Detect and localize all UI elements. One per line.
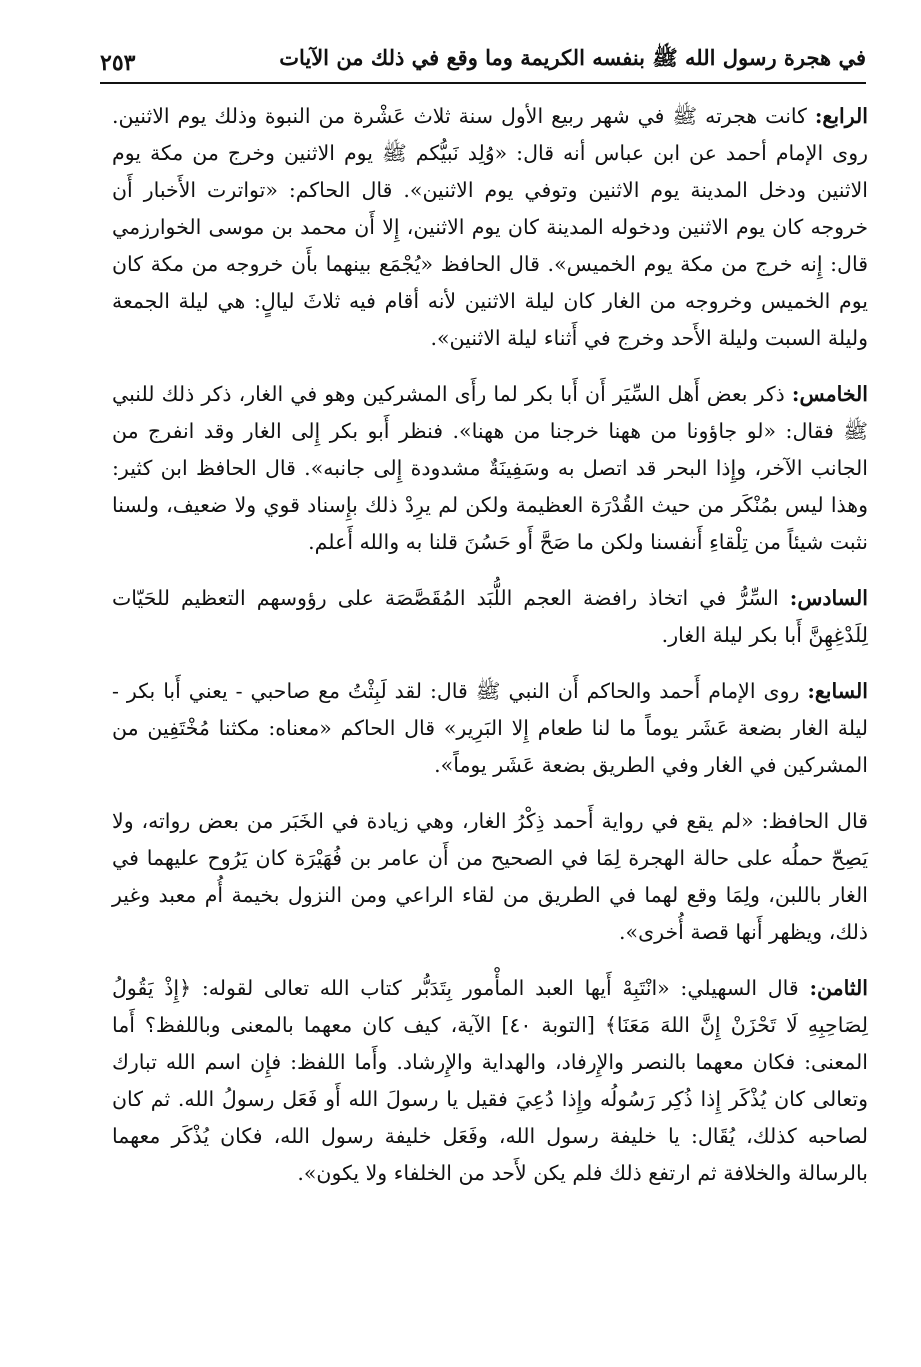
running-header [100,40,866,84]
paragraph-label: الرابع: [814,104,868,128]
paragraph-text: روى الإمام أَحمد والحاكم أَن النبي ﷺ قال: لقد لَبِثْتُ مع صاحبي - يعني أَبا بكر - ليلة الغار بضعة عَشَر يوماً ما لنا طعام إِلا البَرِير» قال الحاكم «معناه: مكثنا مُخْتَفِين من المشركين في الغار وفي الطريق بضعة عَشَر يوماً». [112,679,868,777]
paragraph-hafiz-note [112,803,868,951]
paragraph-eighth [112,970,868,1192]
paragraph-seventh [112,673,868,784]
paragraph-text: ذكر بعض أَهل السِّيَر أَن أَبا بكر لما رأَى المشركين وهو في الغار، ذكر ذلك للنبي ﷺ فقال: «لو جاؤونا من ههنا خرجنا من ههنا». فنظر أَبو بكر إِلى الغار وقد انفرج من الجانب الآخر، وإِذا البحر قد اتصل به وسَفِينَةٌ مشدودة إِلى جانبه». قال الحافظ ابن كثير: وهذا ليس بمُنْكَر من حيث القُدْرَة العظيمة ولكن لم يرِدْ ذلك بإِسناد قوي ولا ضعيف، ولسنا نثبت شيئاً من تِلْقاءِ أَنفسنا ولكن ما صَحَّ أَو حَسُنَ قلنا به والله أَعلم. [112,382,868,554]
page-body [112,98,868,1192]
paragraph-text: السِّرُّ في اتخاذ رافضة العجم اللُّبَد المُقَصَّصَة على رؤوسهم التعظيم للحَيّات لِلَدْغِهِنَّ أَبا بكر ليلة الغار. [112,586,868,647]
paragraph-fourth [112,98,868,357]
paragraph-label: السابع: [807,679,868,703]
header-title: في هجرة رسول الله ﷺ بنفسه الكريمة وما وقع في ذلك من الآيات [279,45,866,70]
paragraph-sixth [112,580,868,654]
paragraph-text: قال السهيلي: «انْتَبِهْ أَيها العبد المأْمور بِتَدَبُّر كتاب الله تعالى لقوله: ﴿إِذْ يَقُولُ لِصَاحِبِهِ لَا تَحْزَنْ إِنَّ اللهَ مَعَنَا﴾ [التوبة ٤٠] الآية، كيف كان معهما بالمعنى وباللفظ؟ أَما المعنى: فكان معهما بالنصر والإِرفاد، والهداية والإِرشاد. وأَما اللفظ: فإِن اسم الله تبارك وتعالى كان يُذْكَر إِذا ذُكِر رَسُولُه وإِذا دُعِيَ فقيل يا رسولَ الله أَو فَعَل رسولُ الله. ثم كان لصاحبه كذلك، يُقَال: يا خليفة رسول الله، وفَعَل خليفة رسول الله، فكان يُذْكَر معهما بالرسالة والخلافة ثم ارتفع ذلك فلم يكن لأَحد من الخلفاء ولا يكون». [112,976,868,1185]
paragraph-label: السادس: [789,586,868,610]
paragraph-text: كانت هجرته ﷺ في شهر ربيع الأول سنة ثلاث عَشْرة من النبوة وذلك يوم الاثنين. روى الإمام أحمد عن ابن عباس أنه قال: «وُلِد نَبيُّكم ﷺ يوم الاثنين وخرج من مكة يوم الاثنين ودخل المدينة يوم الاثنين وتوفي يوم الاثنين». قال الحاكم: «تواترت الأَخبار أَن خروجه كان يوم الاثنين ودخوله المدينة كان يوم الاثنين، إِلا أَن محمد بن موسى الخوارزمي قال: إِنه خرج من مكة يوم الخميس». قال الحافظ «يُجْمَع بينهما بأَن خروجه من مكة كان يوم الخميس وخروجه من الغار كان ليلة الاثنين لأنه أقام فيه ثلاثَ ليالٍ: هي ليلة الجمعة وليلة السبت وليلة الأَحد وخرج في أَثناء ليلة الاثنين». [112,104,868,350]
paragraph-label: الثامن: [809,976,868,1000]
paragraph-text: قال الحافظ: «لم يقع في رواية أَحمد ذِكْرُ الغار، وهي زيادة في الخَبَر من بعض رواته، ولا يَصِحّ حملُه على حالة الهجرة لِمَا في الصحيح من أَن عامر بن فُهَيْرَة كان يَرُوح عليهما في الغار باللبن، ولِمَا وقع لهما في الطريق من لقاء الراعي ومن النزول بخيمة أُم معبد وغير ذلك، ويظهر أَنها قصة أُخرى». [112,809,868,944]
paragraph-label: الخامس: [791,382,868,406]
page-number: ٢٥٣ [100,50,136,76]
paragraph-fifth [112,376,868,561]
